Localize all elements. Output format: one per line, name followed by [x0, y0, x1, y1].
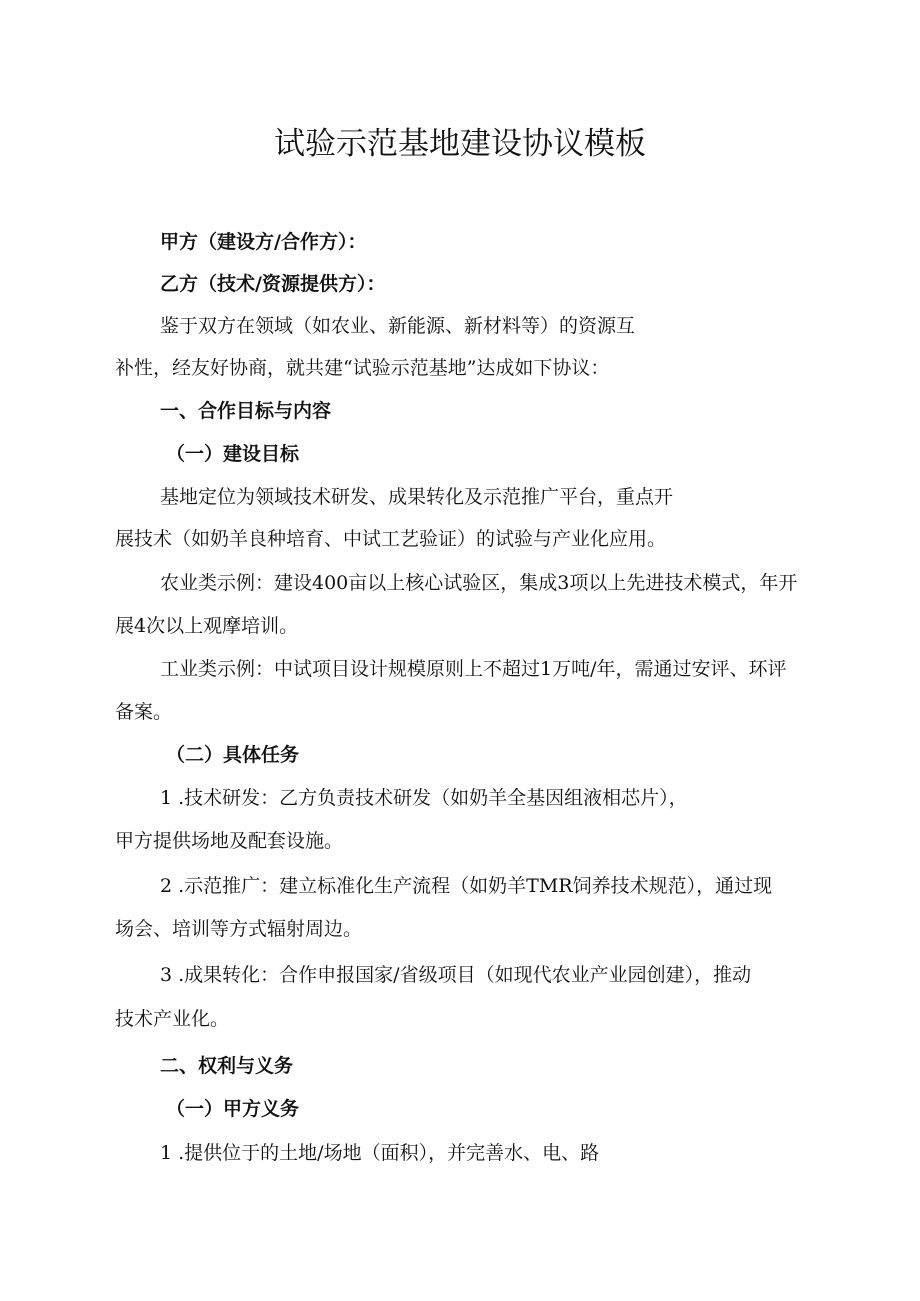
section1-sub1-heading: （一）建设目标	[166, 443, 300, 465]
task1-line-1: 1 .技术研发：乙方负责技术研发（如奶羊全基因组液相芯片），	[160, 787, 688, 809]
agri-example-line-2: 展4次以上观摩培训。	[115, 615, 299, 637]
goal-para1-line-2: 展技术（如奶羊良种培育、中试工艺验证）的试验与产业化应用。	[115, 528, 667, 550]
party-a-line: 甲方（建设方/合作方）：	[160, 231, 367, 253]
task2-line-2: 场会、培训等方式辐射周边。	[115, 918, 363, 940]
task3-line-1: 3 .成果转化：合作申报国家/省级项目（如现代农业产业园创建），推动	[160, 964, 752, 986]
section2-sub1-heading: （一）甲方义务	[166, 1098, 300, 1120]
industry-example-line-1: 工业类示例：中试项目设计规模原则上不超过1万吨/年，需通过安评、环评	[160, 658, 787, 680]
preamble-line-1: 鉴于双方在领域（如农业、新能源、新材料等）的资源互	[160, 315, 636, 337]
preamble-line-2: 补性，经友好协商，就共建“试验示范基地”达成如下协议：	[115, 357, 610, 379]
party-b-line: 乙方（技术/资源提供方）：	[160, 273, 386, 295]
task2-line-1: 2 .示范推广：建立标准化生产流程（如奶羊TMR饲养技术规范），通过现	[160, 875, 773, 897]
document-title: 试验示范基地建设协议模板	[274, 126, 646, 162]
industry-example-line-2: 备案。	[115, 701, 173, 723]
task1-line-2: 甲方提供场地及配套设施。	[115, 830, 344, 852]
section1-heading: 一、合作目标与内容	[160, 400, 332, 422]
section2-heading: 二、权利与义务	[160, 1055, 294, 1077]
section1-sub2-heading: （二）具体任务	[166, 744, 300, 766]
partya-duty1-line-1: 1 .提供位于的土地/场地（面积），并完善水、电、路	[160, 1142, 600, 1164]
agri-example-line-1: 农业类示例：建设400亩以上核心试验区，集成3项以上先进技术模式，年开	[160, 572, 798, 594]
goal-para1-line-1: 基地定位为领域技术研发、成果转化及示范推广平台，重点开	[160, 486, 674, 508]
task3-line-2: 技术产业化。	[115, 1008, 230, 1030]
